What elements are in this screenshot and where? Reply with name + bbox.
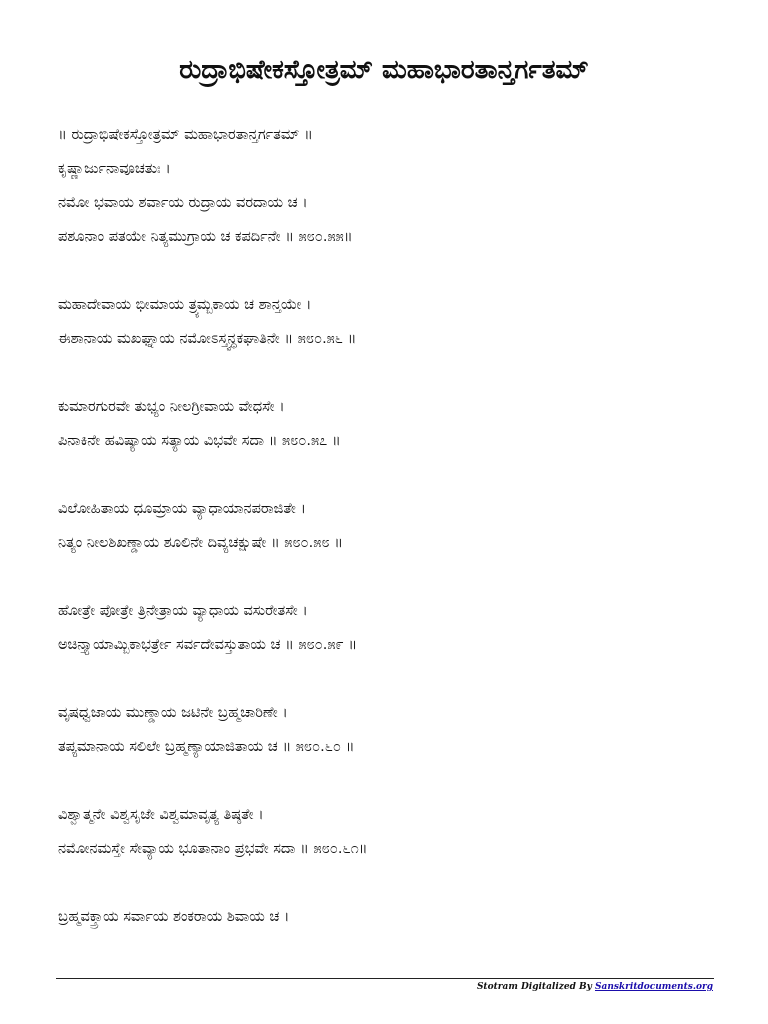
verse-line: ನಮೋ ಭವಾಯ ಶರ್ವಾಯ ರುದ್ರಾಯ ವರದಾಯ ಚ । xyxy=(58,195,308,211)
verse-line: ಹೋತ್ರೇ ಪೋತ್ರೇ ತ್ರಿನೇತ್ರಾಯ ವ್ಯಾಧಾಯ ವಸುರೇತಸೇ । xyxy=(58,603,308,619)
verse-line: ವಿಶ್ವಾತ್ಮನೇ ವಿಶ್ವಸೃಜೇ ವಿಶ್ವಮಾವೃತ್ಯ ತಿಷ್ಠತೇ । xyxy=(58,807,264,823)
footer-prefix: Stotram Digitalized By xyxy=(476,982,595,992)
verse-2 xyxy=(58,288,738,356)
footer-credit xyxy=(477,980,713,994)
verse-8 xyxy=(58,900,738,934)
verse-line: ತಪ್ಯಮಾನಾಯ ಸಲಿಲೇ ಬ್ರಹ್ಮಣ್ಯಾಯಾಜಿತಾಯ ಚ ॥ ೫೮೦.೬೦ ॥ xyxy=(58,739,355,755)
footer-divider xyxy=(56,978,714,979)
verse-line: ನಮೋನಮಸ್ತೇ ಸೇವ್ಯಾಯ ಭೂತಾನಾಂ ಪ್ರಭವೇ ಸದಾ ॥ ೫೮೦.೬೧॥ xyxy=(58,841,368,857)
verse-7 xyxy=(58,798,738,866)
verse-line: ವಿಲೋಹಿತಾಯ ಧೂಮ್ರಾಯ ವ್ಯಾಧಾಯಾನಪರಾಜಿತೇ । xyxy=(58,501,306,517)
verse-line: ಕೃಷ್ಣಾರ್ಜುನಾವೂಚತುಃ । xyxy=(58,161,171,177)
verse-line: ಕುಮಾರಗುರವೇ ತುಭ್ಯಂ ನೀಲಗ್ರೀವಾಯ ವೇಧಸೇ । xyxy=(58,399,285,415)
page-title: ರುದ್ರಾಭಿಷೇಕಸ್ತೋತ್ರಮ್ ಮಹಾಭಾರತಾನ್ತರ್ಗತಮ್ xyxy=(179,55,589,85)
source-link[interactable]: Sanskritdocuments.org xyxy=(594,982,713,992)
verse-line: ಅಚಿನ್ತ್ಯಾಯಾಮ್ಬಿಕಾಭರ್ತ್ರೇ ಸರ್ವದೇವಸ್ತುತಾಯ ಚ ॥ ೫೮೦.೫೯ ॥ xyxy=(58,637,358,653)
verse-line: ಪಶೂನಾಂ ಪತಯೇ ನಿತ್ಯಮುಗ್ರಾಯ ಚ ಕಪರ್ದಿನೇ ॥ ೫೮೦.೫೫॥ xyxy=(58,229,353,245)
verse-3 xyxy=(58,390,738,458)
verse-line: ಮಹಾದೇವಾಯ ಭೀಮಾಯ ತ್ರ್ಯಮ್ಬಕಾಯ ಚ ಶಾನ್ತಯೇ । xyxy=(58,297,312,313)
verse-line: ವೃಷಧ್ವಜಾಯ ಮುಣ್ಡಾಯ ಜಟಿನೇ ಬ್ರಹ್ಮಚಾರಿಣೇ । xyxy=(58,705,288,721)
verse-line: ಪಿನಾಕಿನೇ ಹವಿಷ್ಯಾಯ ಸತ್ಯಾಯ ವಿಭವೇ ಸದಾ ॥ ೫೮೦.೫೭ ॥ xyxy=(58,433,341,449)
verse-6 xyxy=(58,696,738,764)
verse-line: ನಿತ್ಯಂ ನೀಲಶಿಖಣ್ಡಾಯ ಶೂಲಿನೇ ದಿವ್ಯಚಕ್ಷುಷೇ ॥ ೫೮೦.೫೮ ॥ xyxy=(58,535,343,551)
verse-5 xyxy=(58,594,738,662)
verse-list xyxy=(58,118,738,968)
verse-4 xyxy=(58,492,738,560)
verse-1 xyxy=(58,118,738,254)
verse-line: ಬ್ರಹ್ಮವಕ್ತ್ರಾಯ ಸರ್ವಾಯ ಶಂಕರಾಯ ಶಿವಾಯ ಚ । xyxy=(58,909,290,925)
verse-line: ಈಶಾನಾಯ ಮಖಘ್ನಾಯ ನಮೋಽಸ್ತ್ವನ್ಧಕಘಾತಿನೇ ॥ ೫೮೦.೫೬ ॥ xyxy=(58,331,357,347)
verse-line: ॥ ರುದ್ರಾಭಿಷೇಕಸ್ತೋತ್ರಮ್ ಮಹಾಭಾರತಾನ್ತರ್ಗತಮ್ ॥ xyxy=(58,127,313,143)
